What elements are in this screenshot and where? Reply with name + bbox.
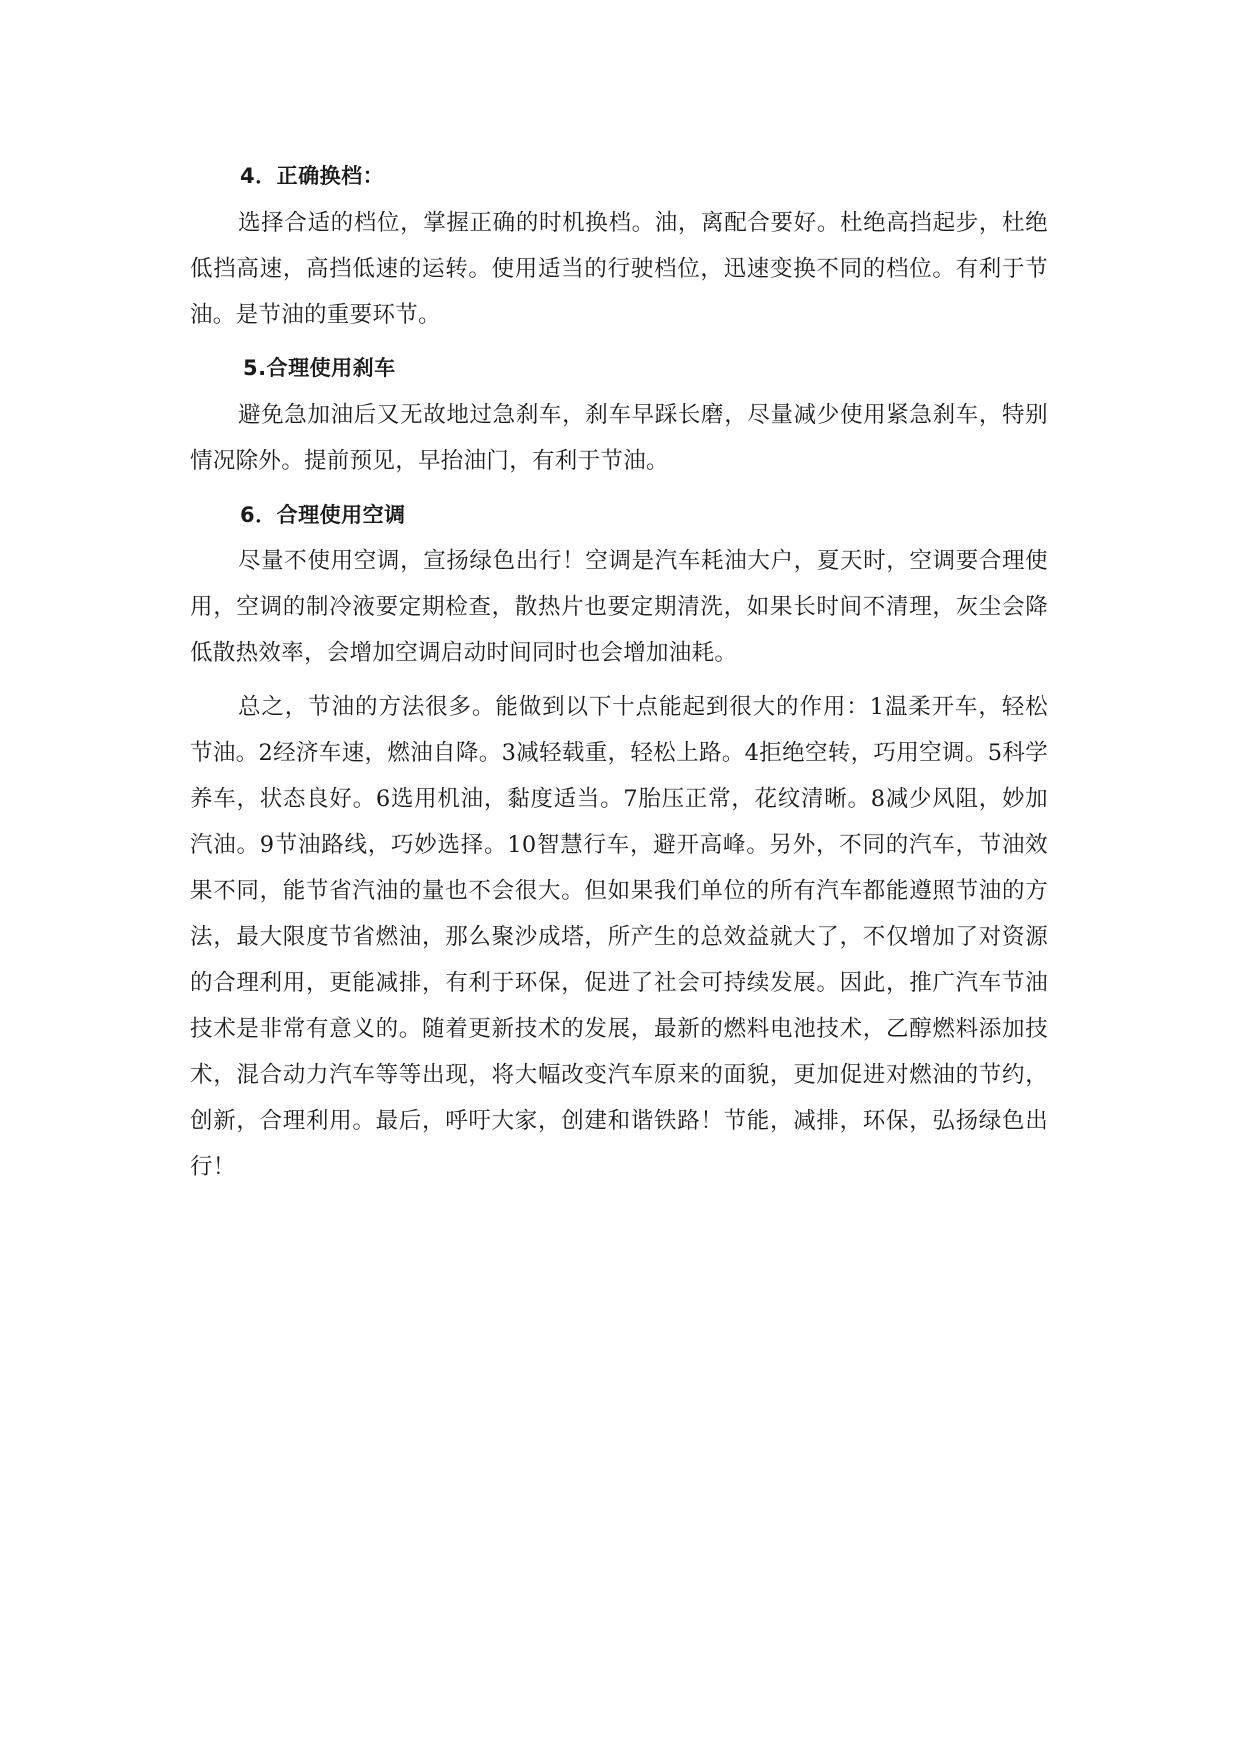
paragraph-air-conditioning: 尽量不使用空调，宣扬绿色出行！空调是汽车耗油大户，夏天时，空调要合理使用，空调的制冷液要定期检查，散热片也要定期清洗，如果长时间不清理，灰尘会降低散热效率，会增加空调启动时间同时也会增加油耗。 bbox=[190, 548, 1048, 666]
section-heading-gear-shifting: 4．正确换档： bbox=[240, 164, 385, 188]
paragraph-gear-shifting: 选择合适的档位，掌握正确的时机换档。油，离配合要好。杜绝高挡起步，杜绝低挡高速，高挡低速的运转。使用适当的行驶档位，迅速变换不同的档位。有利于节油。是节油的重要环节。 bbox=[190, 210, 1048, 328]
section-heading-air-conditioning: 6．合理使用空调 bbox=[240, 503, 406, 527]
section-heading-braking: 5.合理使用刹车 bbox=[243, 356, 396, 380]
paragraph-summary: 总之，节油的方法很多。能做到以下十点能起到很大的作用：1温柔开车，轻松节油。2经济车速，燃油自降。3减轻载重，轻松上路。4拒绝空转，巧用空调。5科学养车，状态良好。6选用机油，黏度适当。7胎压正常，花纹清晰。8减少风阻，妙加汽油。9节油路线，巧妙选择。10智慧行车，避开高峰。另外，不同的汽车，节油效果不同，能节省汽油的量也不会很大。但如果我们单位的所有汽车都能遵照节油的方法，最大限度节省燃油，那么聚沙成塔，所产生的总效益就大了，不仅增加了对资源的合理利用，更能减排，有利于环保，促进了社会可持续发展。因此，推广汽车节油技术是非常有意义的。随着更新技术的发展，最新的燃料电池技术，乙醇燃料添加技术，混合动力汽车等等出现，将大幅改变汽车原来的面貌，更加促进对燃油的节约，创新，合理利用。最后，呼吁大家，创建和谐铁路！节能，减排，环保，弘扬绿色出行！ bbox=[190, 694, 1048, 1180]
paragraph-braking: 避免急加油后又无故地过急刹车，刹车早踩长磨，尽量减少使用紧急刹车，特别情况除外。提前预见，早抬油门，有利于节油。 bbox=[190, 402, 1048, 474]
